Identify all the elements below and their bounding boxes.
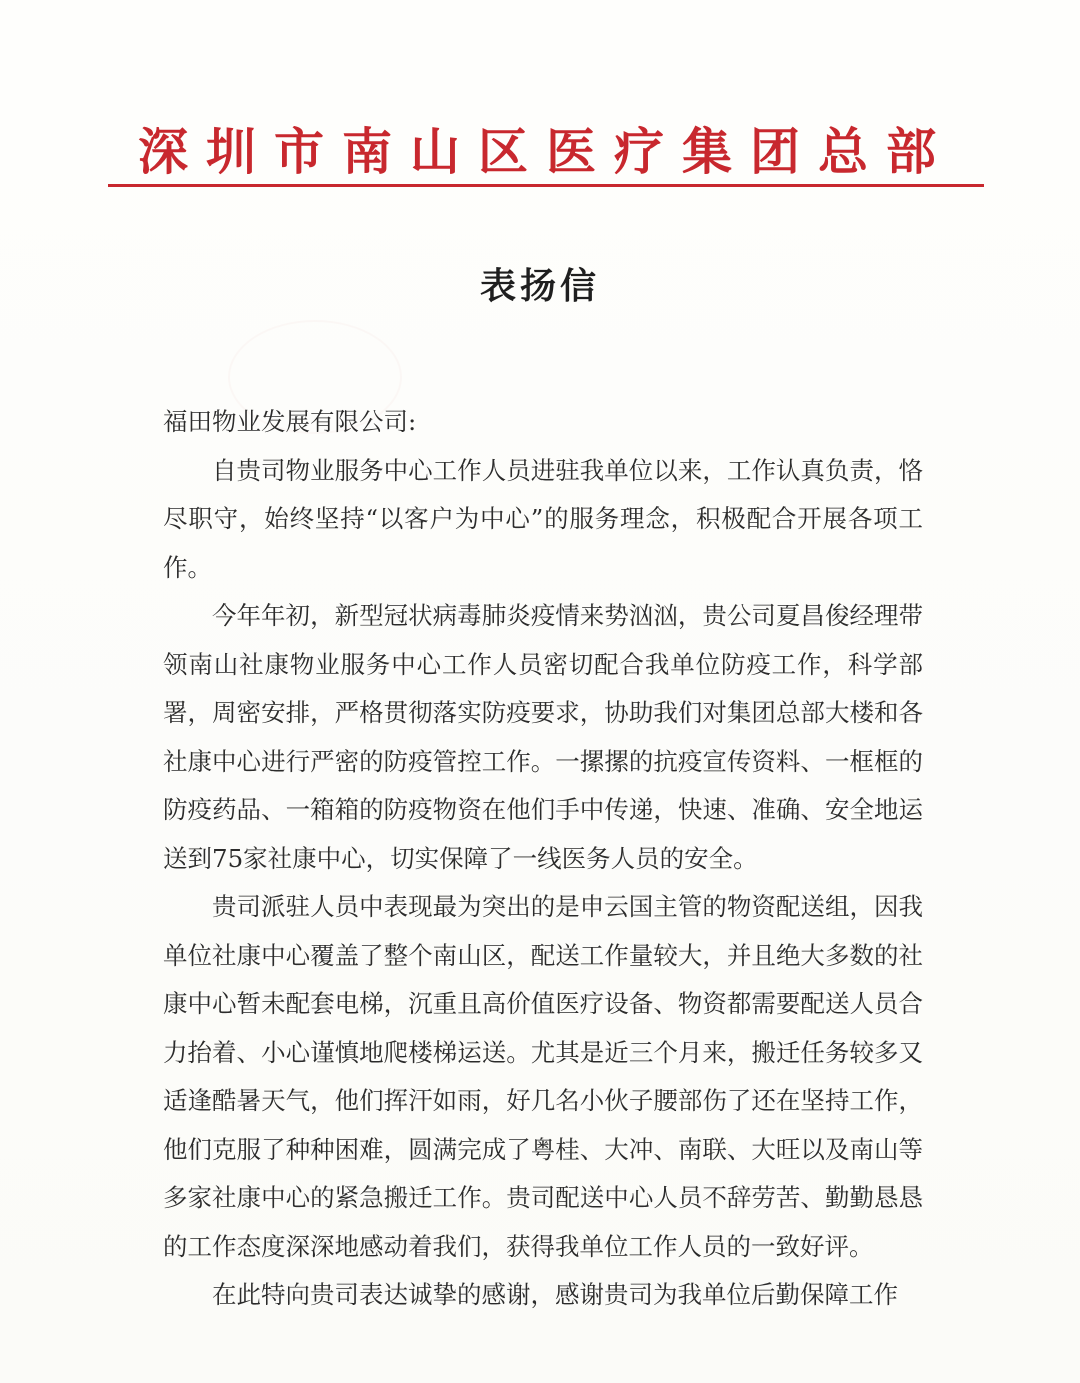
letter-paragraph-4: 在此特向贵司表达诚挚的感谢，感谢贵司为我单位后勤保障工作 [212, 1280, 898, 1309]
letter-paragraph-2: 今年年初，新型冠状病毒肺炎疫情来势汹汹，贵公司夏昌俊经理带领南山社康物业服务中心工作人员密切配合我单位防疫工作，科学部署，周密安排，严格贯彻落实防疫要求，协助我们对集团总部大楼和各社康中心进行严密的防疫管控工作。一摞摞的抗疫宣传资料、一框框的防疫药品、一箱箱的防疫物资在他们手中传递，快速、准确、安全地运送到75家社康中心，切实保障了一线医务人员的安全。 [163, 601, 923, 873]
letter-paragraph-3: 贵司派驻人员中表现最为突出的是申云国主管的物资配送组，因我单位社康中心覆盖了整个南山区，配送工作量较大，并且绝大多数的社康中心暂未配套电梯，沉重且高价值医疗设备、物资都需要配送人员合力抬着、小心谨慎地爬楼梯运送。尤其是近三个月来，搬迁任务较多又适逢酷暑天气，他们挥汗如雨，好几名小伙子腰部伤了还在坚持工作，他们克服了种种困难，圆满完成了粤桂、大冲、南联、大旺以及南山等多家社康中心的紧急搬迁工作。贵司配送中心人员不辞劳苦、勤勤恳恳的工作态度深深地感动着我们，获得我单位工作人员的一致好评。 [163, 892, 923, 1261]
letterhead-organization: 深圳市南山区医疗集团总部 [138, 122, 954, 181]
letter-paragraph-1: 自贵司物业服务中心工作人员进驻我单位以来，工作认真负责，恪尽职守，始终坚持“以客户为中心”的服务理念，积极配合开展各项工作。 [163, 455, 923, 582]
document-title: 表扬信 [479, 266, 600, 307]
letter-body [163, 398, 923, 1320]
letter-salutation: 福田物业发展有限公司: [163, 407, 417, 436]
letterhead-rule [108, 184, 984, 187]
